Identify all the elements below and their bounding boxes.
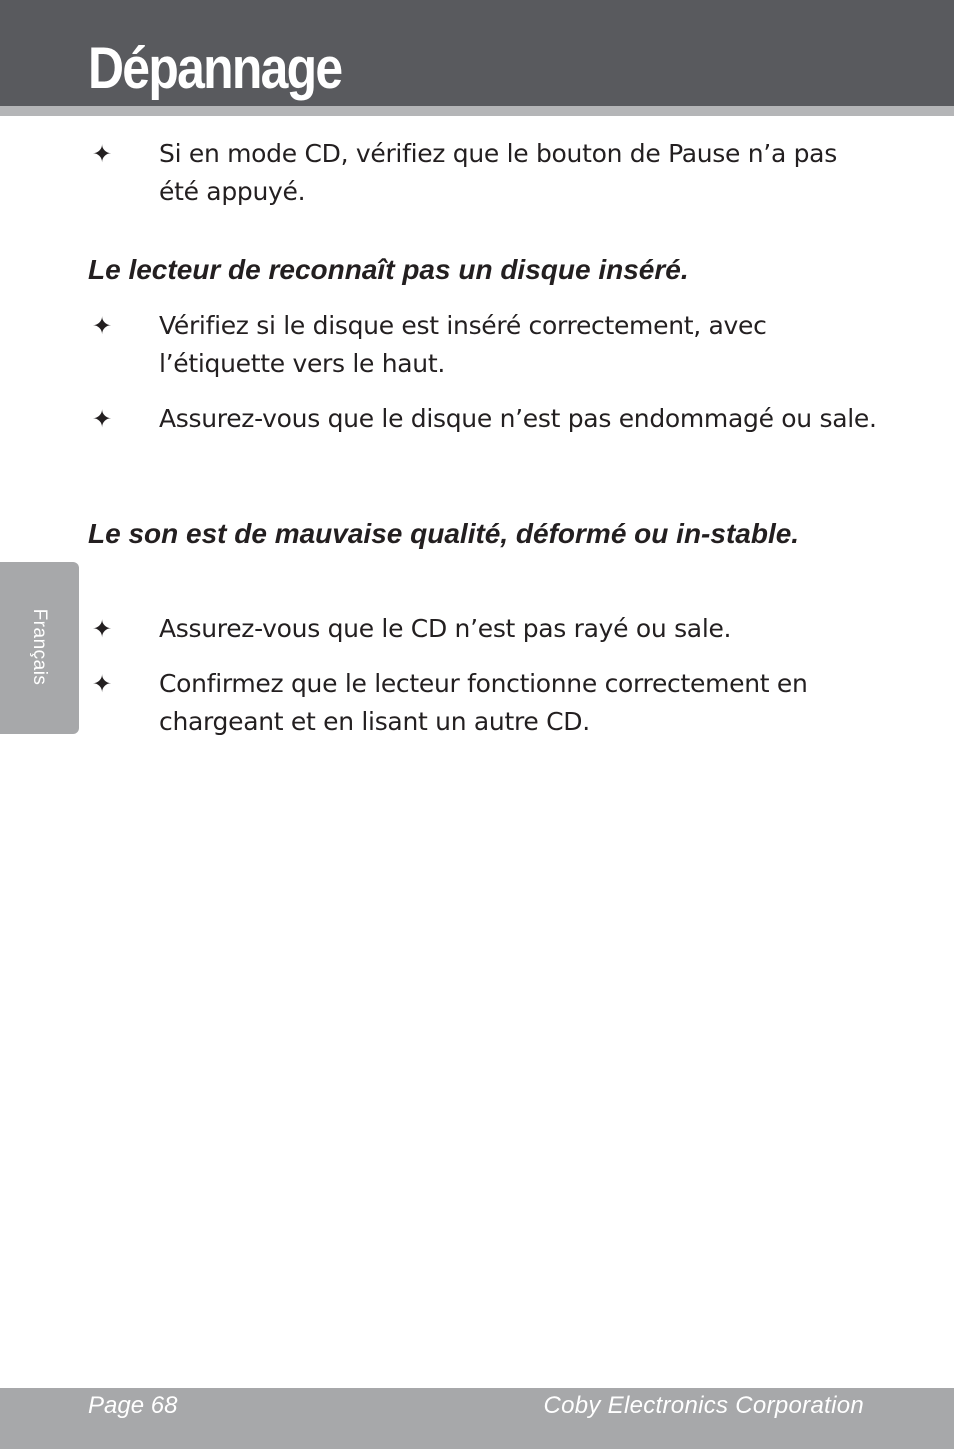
section-heading: Le lecteur de reconnaît pas un disque inséré. — [88, 254, 689, 285]
four-point-star-icon: ✦ — [91, 670, 113, 698]
language-tab-label: Français — [29, 608, 50, 686]
four-point-star-icon: ✦ — [91, 312, 113, 340]
list-item — [88, 307, 878, 383]
four-point-star-icon: ✦ — [91, 615, 113, 643]
company-name: Coby Electronics Corporation — [543, 1392, 864, 1419]
list-item — [88, 135, 878, 211]
page-number: Page 68 — [88, 1392, 178, 1419]
list-item-text: Assurez-vous que le disque n’est pas endommagé ou sale. — [159, 404, 877, 433]
four-point-star-icon: ✦ — [91, 140, 113, 168]
list-item-text: Assurez-vous que le CD n’est pas rayé ou sale. — [159, 614, 732, 643]
list-item — [88, 400, 878, 438]
four-point-star-icon: ✦ — [91, 405, 113, 433]
list-item-text: Si en mode CD, vérifiez que le bouton de Pause n’a pas été appuyé. — [159, 139, 837, 206]
list-item — [88, 665, 878, 741]
header-divider — [0, 106, 954, 116]
list-item — [88, 610, 878, 648]
list-item-text: Vérifiez si le disque est inséré correctement, avec l’étiquette vers le haut. — [159, 311, 767, 378]
list-item-text: Confirmez que le lecteur fonctionne correctement en chargeant et en lisant un autre CD. — [159, 669, 808, 736]
section-heading: Le son est de mauvaise qualité, déformé ou in-stable. — [88, 518, 800, 549]
page-title: Dépannage — [88, 36, 342, 101]
